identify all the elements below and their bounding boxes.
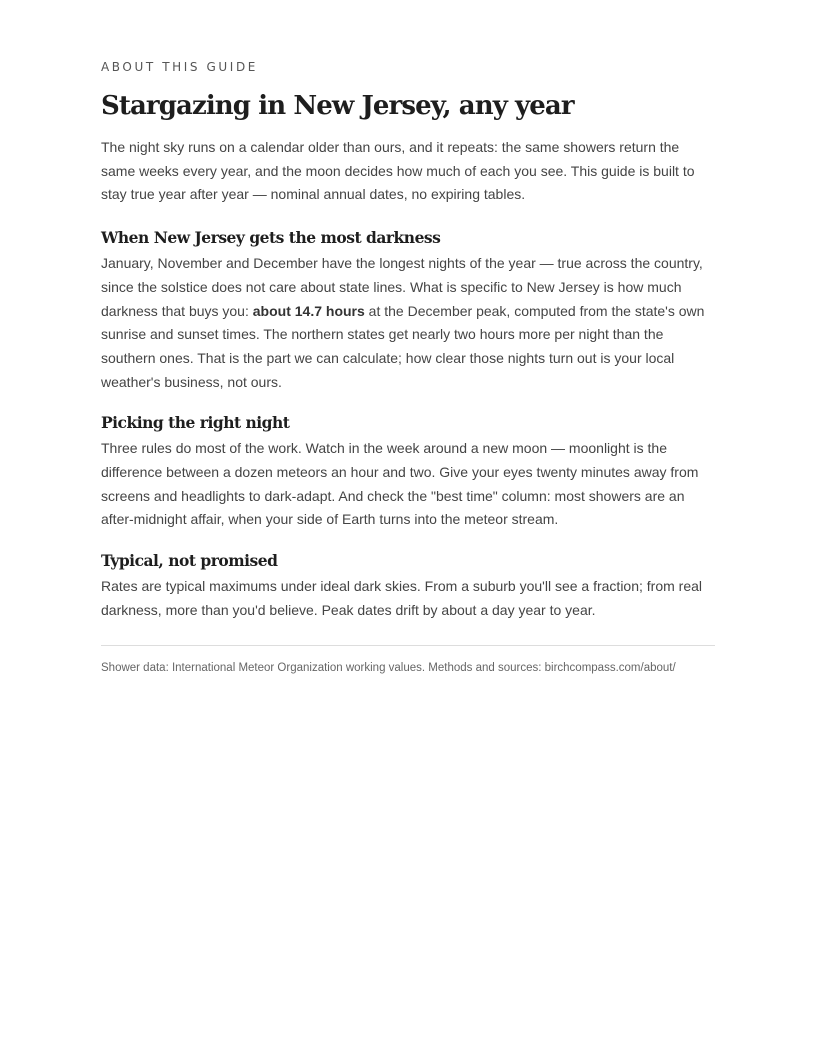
darkness-hours-emphasis: about 14.7 hours <box>252 302 365 319</box>
darkness-text-before: January, November and December have the longest nights of the year — true across the country, since the solstice does not care about state lines. What is specific to New Jersey is how much darkness that buys you: <box>101 255 703 319</box>
intro-paragraph: The night sky runs on a calendar older than ours, and it repeats: the same showers return the same weeks every year, and the moon decides how much of each you see. This guide is built to stay true year after year — nominal annual dates, no expiring tables. <box>101 139 695 203</box>
section-typical <box>101 550 715 622</box>
section-heading-right-night: Picking the right night <box>101 413 290 433</box>
section-body-typical: Rates are typical maximums under ideal dark skies. From a suburb you'll see a fraction; from real darkness, more than you'd believe. Peak dates drift by about a day year to year. <box>101 578 703 618</box>
footer-divider <box>101 645 715 646</box>
section-body-darkness <box>101 252 715 394</box>
section-body-right-night: Three rules do most of the work. Watch in the week around a new moon — moonlight is the difference between a dozen meteors an hour and two. Give your eyes twenty minutes away from screens and headlights to dark-adapt. And check the "best time" column: most showers are an after-midnight affair, when your side of Earth turns into the meteor stream. <box>101 440 699 528</box>
page-title: Stargazing in New Jersey, any year <box>101 91 574 121</box>
section-heading-typical: Typical, not promised <box>101 551 278 571</box>
sources-footnote: Shower data: International Meteor Organization working values. Methods and sources: birchcompass.com/about/ <box>101 661 676 674</box>
section-right-night <box>101 412 715 532</box>
section-eyebrow: ABOUT THIS GUIDE <box>101 60 258 74</box>
guide-page <box>101 58 715 676</box>
section-heading-darkness: When New Jersey gets the most darkness <box>101 228 441 248</box>
section-darkness <box>101 227 715 394</box>
darkness-text-after: at the December peak, computed from the state's own sunrise and sunset times. The northern states get nearly two hours more per night than the southern ones. That is the part we can calculate; how clear those nights turn out is your local weather's business, not ours. <box>101 302 705 390</box>
